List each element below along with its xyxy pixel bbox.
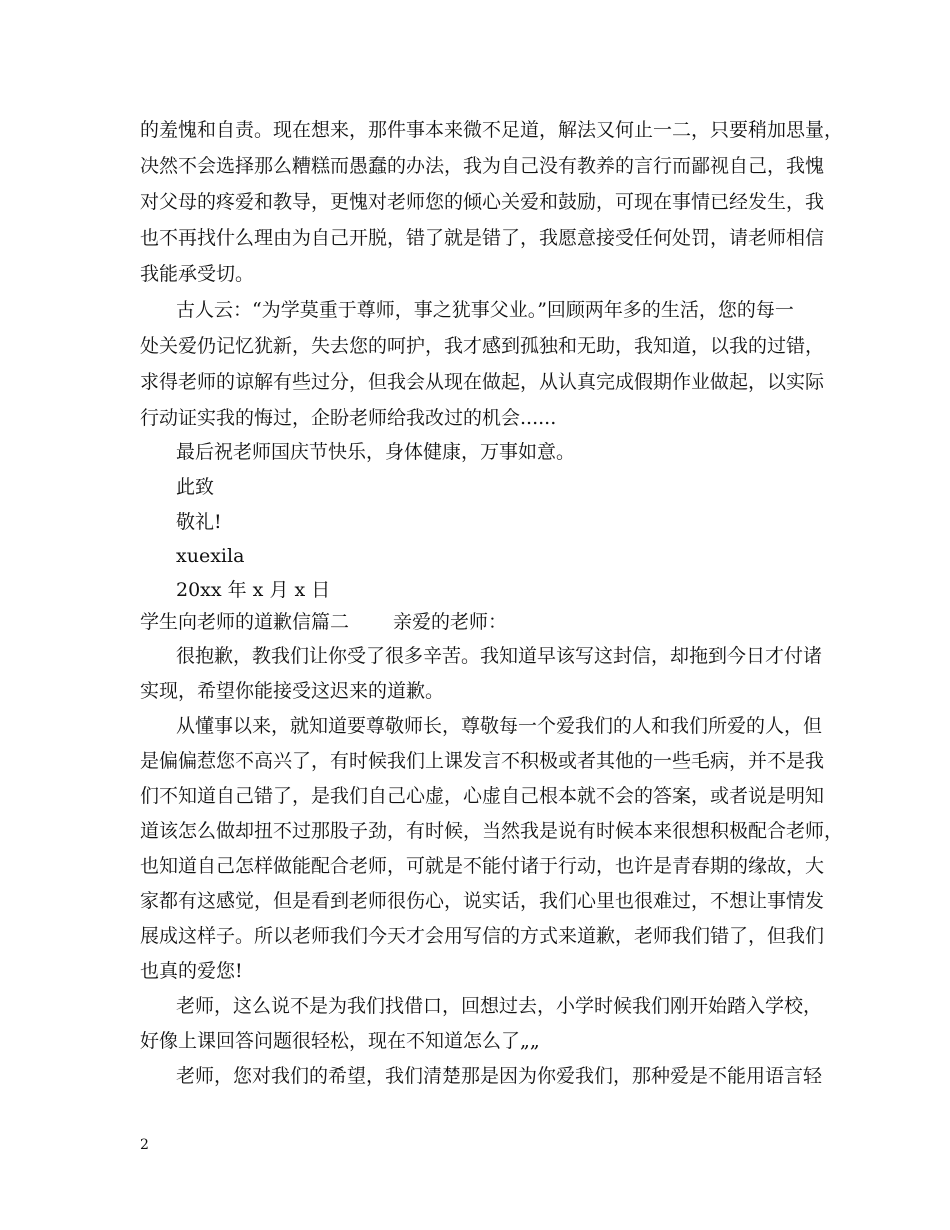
paragraph-line: 求得老师的谅解有些过分，但我会从现在做起，从认真完成假期作业做起，以实际: [140, 371, 825, 393]
paragraph-line: 也不再找什么理由为自己开脱，错了就是错了，我愿意接受任何处罚，请老师相信: [140, 227, 825, 249]
greeting: 亲爱的老师：: [393, 611, 508, 633]
paragraph-line: 老师，这么说不是为我们找借口，回想过去，小学时候我们刚开始踏入学校，: [176, 995, 823, 1017]
paragraph-line: 我能承受切。: [140, 263, 255, 285]
paragraph-line: 们不知道自己错了，是我们自己心虚，心虚自己根本就不会的答案，或者说是明知: [140, 785, 825, 807]
paragraph-line: 很抱歉，教我们让你受了很多辛苦。我知道早该写这封信，却拖到今日才付诸: [176, 645, 823, 667]
paragraph-line: 对父母的疼爱和教导，更愧对老师您的倾心关爱和鼓励，可现在事情已经发生，我: [140, 191, 825, 213]
page-number: 2: [140, 1137, 149, 1153]
letter-date: 20xx 年 x 月 x 日: [176, 579, 331, 601]
paragraph-line: 家都有这感觉，但是看到老师很伤心，说实话，我们心里也很难过，不想让事情发: [140, 890, 825, 912]
paragraph-line: 行动证实我的悔过，企盼老师给我改过的机会......: [140, 407, 557, 429]
paragraph-line: 最后祝老师国庆节快乐，身体健康，万事如意。: [176, 441, 576, 463]
paragraph-line: 也知道自己怎样做能配合老师，可就是不能付诸于行动，也许是青春期的缘故，大: [140, 855, 825, 877]
paragraph-line: 展成这样子。所以老师我们今天才会用写信的方式来道歉，老师我们错了，但我们: [140, 925, 825, 947]
paragraph-line: 道该怎么做却扭不过那股子劲，有时候，当然我是说有时候本来很想积极配合老师，: [140, 820, 844, 842]
paragraph-line: 古人云：“为学莫重于尊师，事之犹事父业。”回顾两年多的生活，您的每一: [176, 299, 794, 321]
signature: xuexila: [176, 545, 245, 567]
closing-regards: 敬礼!: [176, 511, 222, 533]
section-heading: 学生向老师的道歉信篇二: [140, 611, 350, 633]
paragraph-line: 好像上课回答问题很轻松，现在不知道怎么了„„: [140, 1030, 540, 1052]
paragraph-line: 也真的爱您!: [140, 960, 243, 982]
paragraph-line: 从懂事以来，就知道要尊敬师长，尊敬每一个爱我们的人和我们所爱的人，但: [176, 715, 823, 737]
paragraph-line: 处关爱仍记忆犹新，失去您的呵护，我才感到孤独和无助，我知道，以我的过错，: [140, 335, 825, 357]
paragraph-line: 决然不会选择那么糟糕而愚蠢的办法，我为自己没有教养的言行而鄙视自己，我愧: [140, 155, 825, 177]
paragraph-line: 是偏偏惹您不高兴了，有时候我们上课发言不积极或者其他的一些毛病，并不是我: [140, 750, 825, 772]
section-heading-line: [140, 610, 507, 634]
closing-salutation: 此致: [176, 476, 215, 498]
paragraph-line: 老师，您对我们的希望，我们清楚那是因为你爱我们，那种爱是不能用语言轻: [176, 1065, 823, 1087]
paragraph-line: 实现，希望你能接受这迟来的道歉。: [140, 680, 445, 702]
paragraph-line: 的羞愧和自责。现在想来，那件事本来微不足道，解法又何止一二，只要稍加思量，: [140, 119, 844, 141]
